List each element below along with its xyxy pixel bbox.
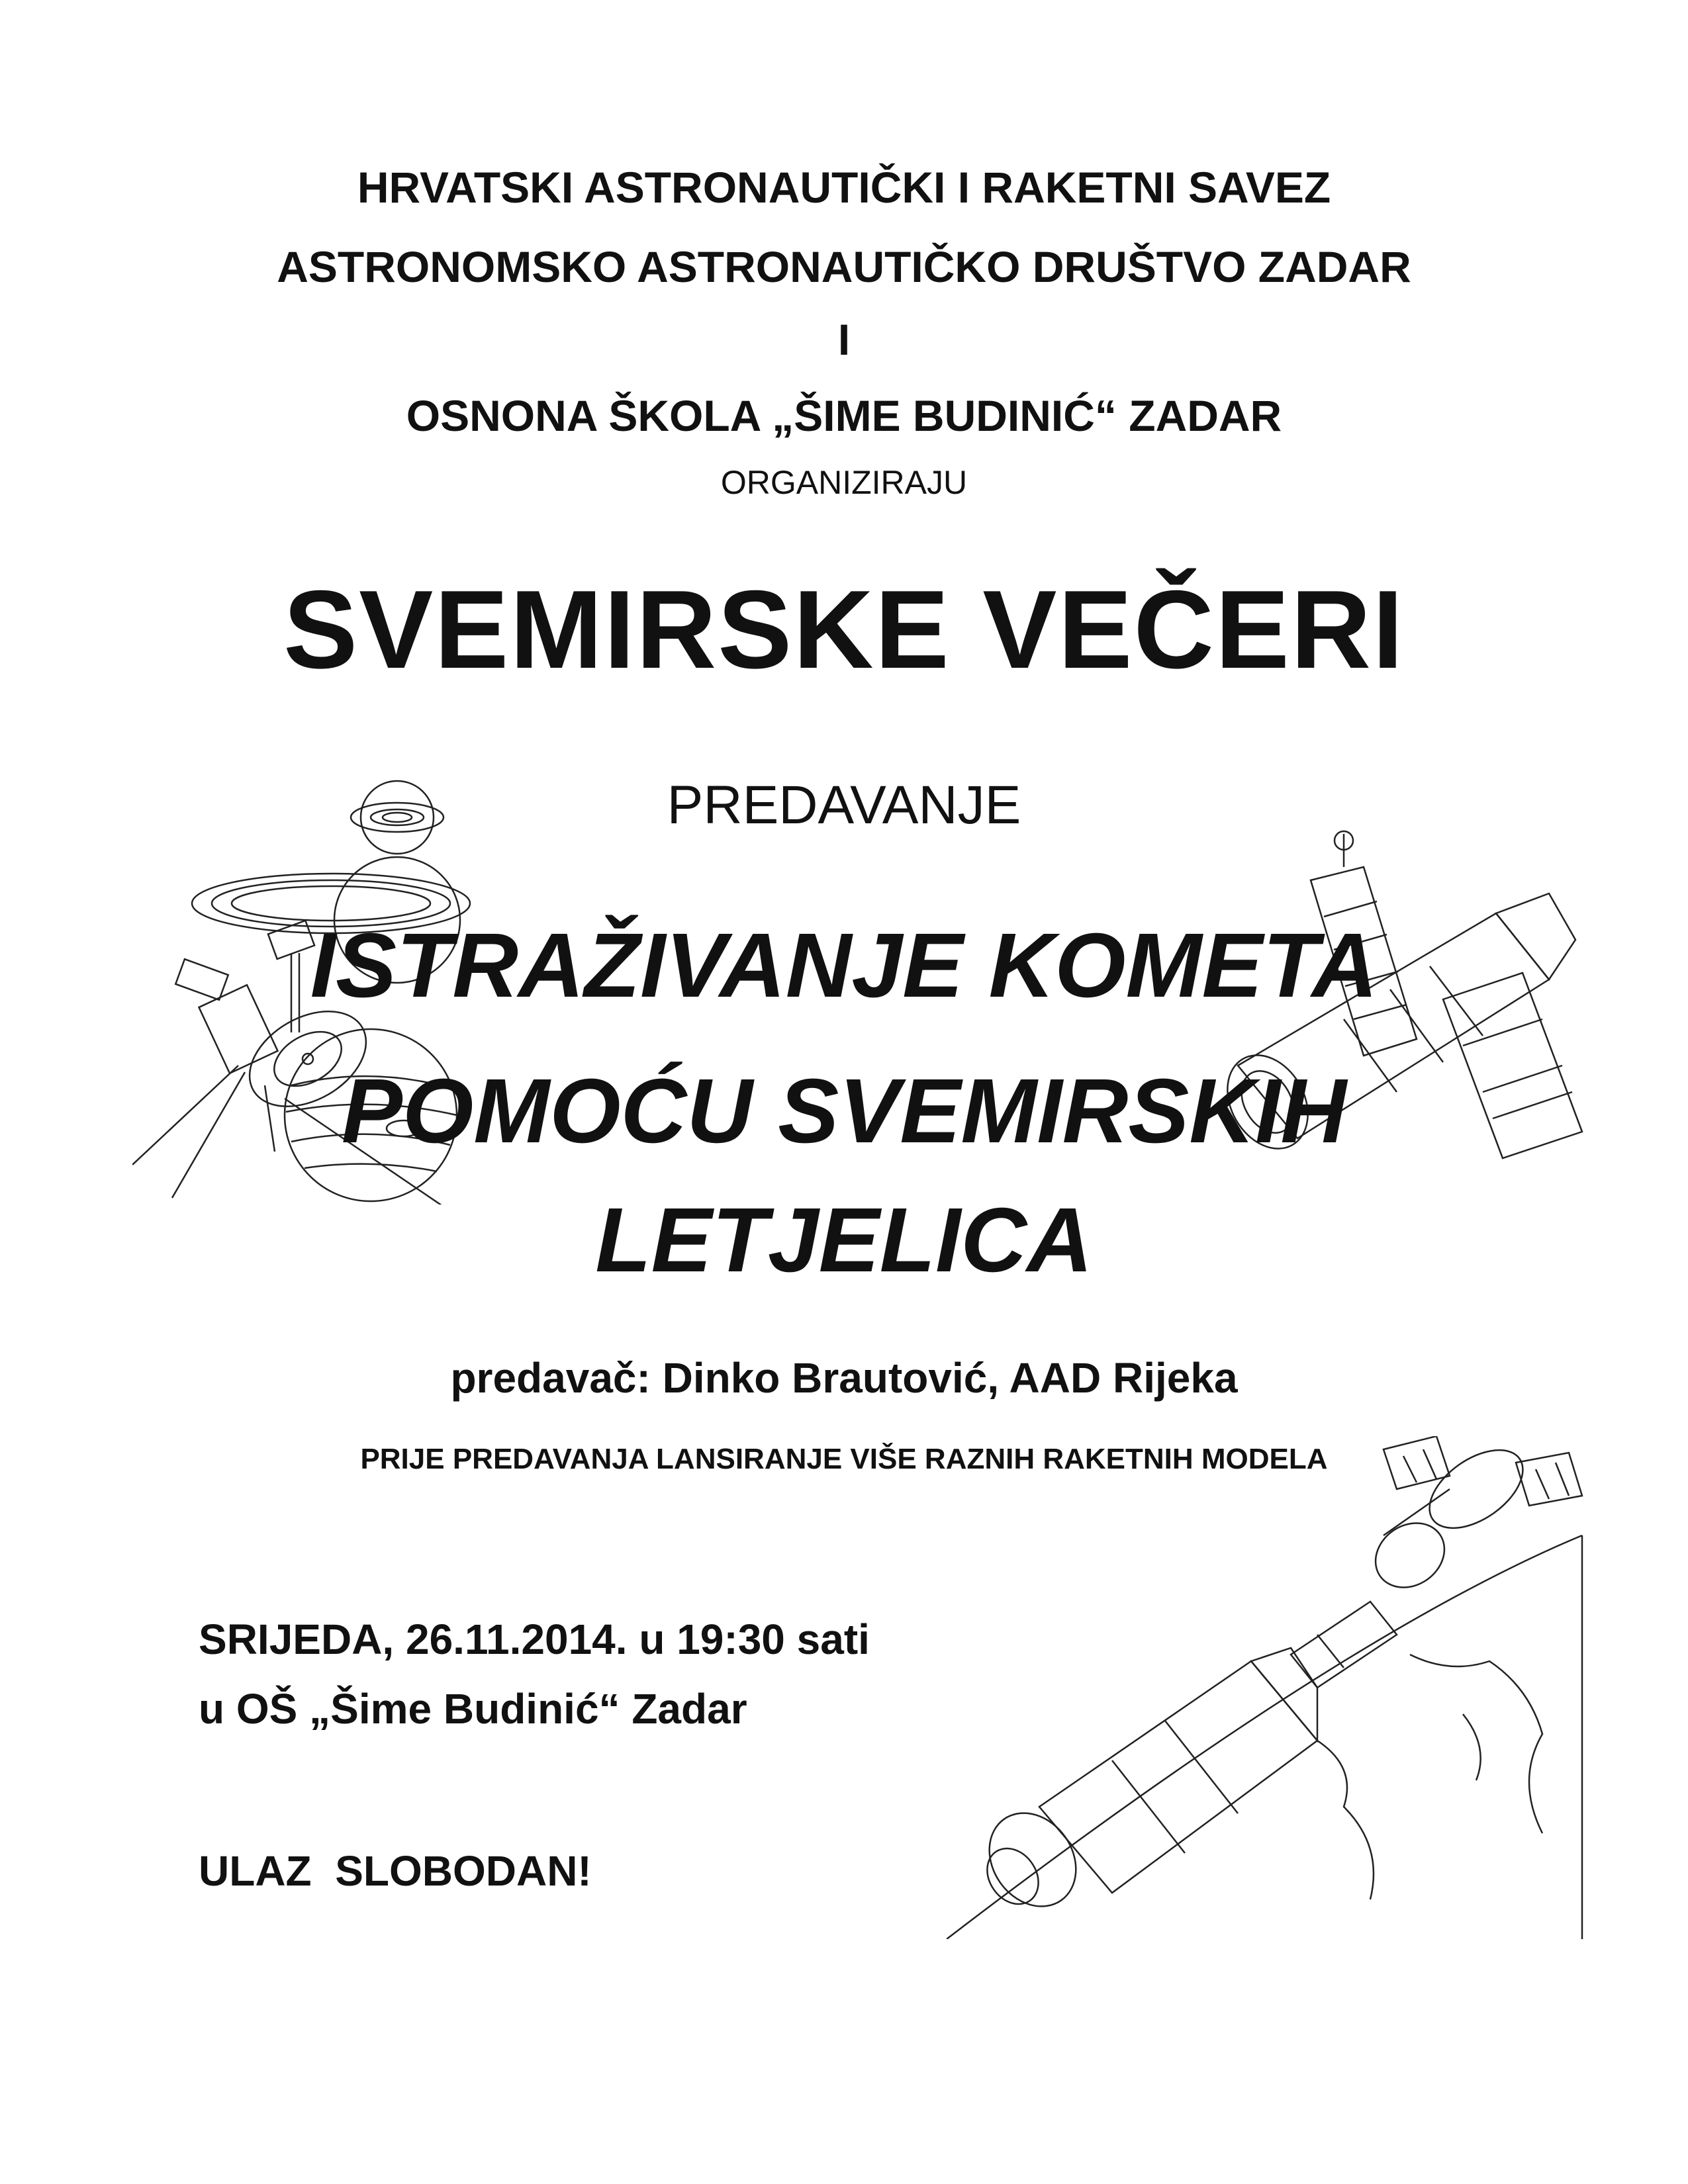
organizer-line-1: HRVATSKI ASTRONAUTIČKI I RAKETNI SAVEZ [357, 163, 1331, 212]
lecture-title-line-3: LETJELICA [595, 1189, 1093, 1291]
hubble-telescope-icon [1152, 827, 1628, 1238]
organize-verb: ORGANIZIRAJU [720, 464, 968, 501]
lecturer: predavač: Dinko Brautović, AAD Rijeka [450, 1354, 1238, 1402]
event-type: PREDAVANJE [667, 775, 1021, 835]
pre-lecture-note: PRIJE PREDAVANJA LANSIRANJE VIŠE RAZNIH RAKETNIH MODELA [360, 1443, 1328, 1475]
admission: ULAZ SLOBODAN! [199, 1847, 592, 1895]
apollo-soyuz-docking-icon [947, 1436, 1609, 1939]
lecture-title-line-2: POMOĆU SVEMIRSKIH [341, 1060, 1347, 1162]
date-time: SRIJEDA, 26.11.2014. u 19:30 sati [199, 1615, 870, 1663]
organizer-line-2: ASTRONOMSKO ASTRONAUTIČKO DRUŠTVO ZADAR [277, 242, 1411, 291]
venue: u OŠ „Šime Budinić“ Zadar [199, 1685, 747, 1733]
lecture-title-line-1: ISTRAŽIVANJE KOMETA [310, 915, 1378, 1017]
event-title: SVEMIRSKE VEČERI [283, 567, 1405, 692]
organizer-line-3: OSNONA ŠKOLA „ŠIME BUDINIĆ“ ZADAR [406, 391, 1282, 440]
organizer-conjunction: I [837, 315, 851, 364]
